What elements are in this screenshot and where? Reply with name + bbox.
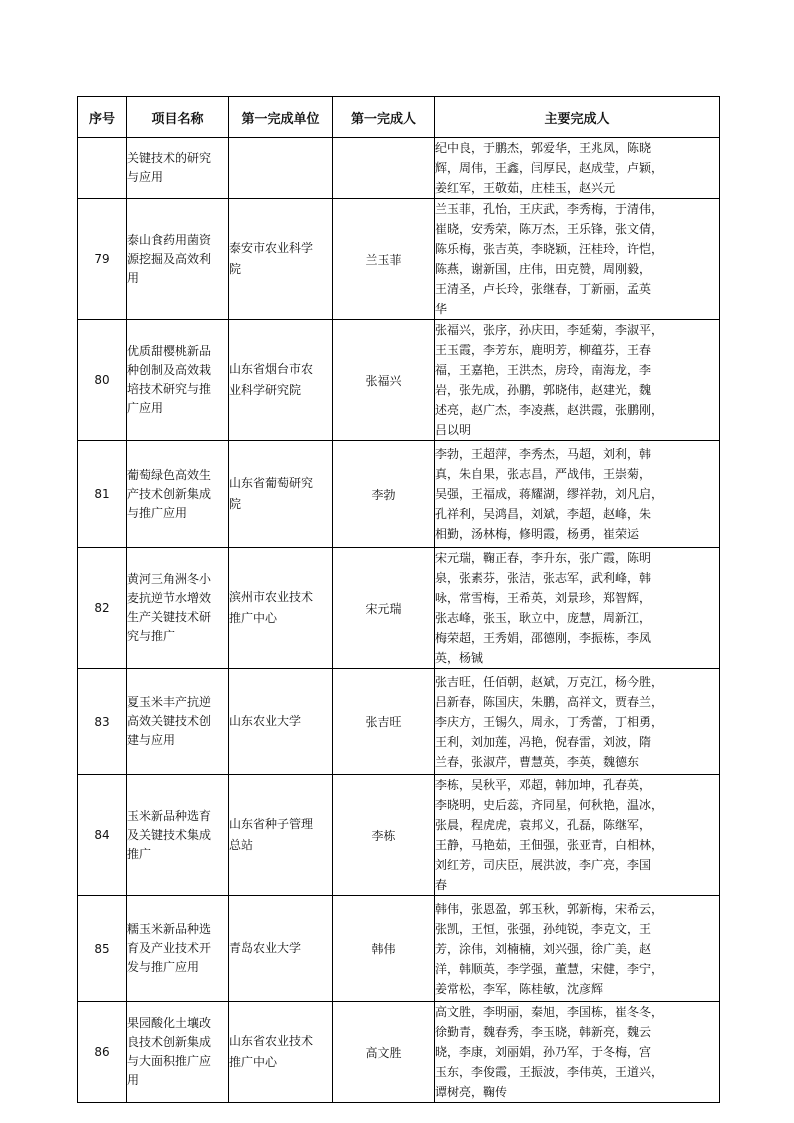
main-completers: 兰玉菲，孔怡，王庆武，李秀梅，于清伟， 崔晓，安秀荣，陈万杰，王乐锋，张文倩， 陈乐梅，张吉英，李晓颖，汪桂玲，许恺， 陈燕，谢新国，庄伟，田克赞，周刚毅， 王清圣，卢长玲，张继春，丁新丽，孟英 华 <box>435 199 720 320</box>
table-row <box>78 320 720 441</box>
first-completer: 高文胜 <box>333 1002 435 1103</box>
main-completers: 李栋，吴秋平，邓超，韩加坤，孔春英， 李晓明，史后蕊，齐同星，何秋艳，温冰， 张晨，程虎虎，袁邦义，孔磊，陈继军， 王静，马艳茹，王佃强，张亚青，白相林， 刘红芳，司庆臣，展洪波，李广亮，李国 春 <box>435 775 720 896</box>
completion-unit: 山东省葡萄研究 院 <box>229 441 333 548</box>
table-row <box>78 441 720 548</box>
first-completer: 宋元瑞 <box>333 548 435 669</box>
main-completers: 张福兴，张序，孙庆田，李延菊，李淑平， 王玉霞，李芳东，鹿明芳，柳蕴芬，王春 福，王嘉艳，王洪杰，房玲，南海龙，李 岩，张先成，孙鹏，郭晓伟，赵建光，魏 述亮，赵广杰，李凌燕，赵洪霞，张鹏刚， 吕以明 <box>435 320 720 441</box>
main-completers: 韩伟，张恩盈，郭玉秋，郭新梅，宋希云， 张凯，王恒，张强，孙纯锐，李克文，王 芳，涂伟，刘楠楠，刘兴强，徐广美，赵 洋，韩顺英，李学强，董慧，宋健，李宁， 姜常松，李军，陈桂敏，沈彦辉 <box>435 896 720 1002</box>
first-completer: 张福兴 <box>333 320 435 441</box>
first-completer: 兰玉菲 <box>333 199 435 320</box>
project-name: 糯玉米新品种选 育及产业技术开 发与推广应用 <box>127 896 229 1002</box>
table-row <box>78 199 720 320</box>
row-index: 81 <box>78 441 127 548</box>
completion-unit: 青岛农业大学 <box>229 896 333 1002</box>
main-completers: 高文胜，李明丽，秦旭，李国栋，崔冬冬， 徐勤青，魏春秀，李玉晓，韩新亮，魏云 晓，李康，刘丽娟，孙乃军，于冬梅，宫 玉东，李俊霞，王振波，李伟英，王道兴， 谭树亮，鞠传 <box>435 1002 720 1103</box>
first-completer: 张吉旺 <box>333 669 435 775</box>
completion-unit: 山东省农业技术 推广中心 <box>229 1002 333 1103</box>
main-completers: 纪中良，于鹏杰，郭爱华，王兆凤，陈晓 辉，周伟，王鑫，闫厚民，赵成莹，卢颖， 姜红军，王敬茹，庄桂玉，赵兴元 <box>435 138 720 199</box>
table-row <box>78 669 720 775</box>
project-name: 优质甜樱桃新品 种创制及高效栽 培技术研究与推 广应用 <box>127 320 229 441</box>
first-completer: 韩伟 <box>333 896 435 1002</box>
main-completers: 李勃，王超萍，李秀杰，马超，刘利，韩 真，朱自果，张志昌，严战伟，王崇菊， 吴强，王福成，蒋耀湖，缪祥勃，刘凡启， 孔祥利，吴鸿昌，刘斌，李超，赵峰，朱 相勤，汤林梅，修明霞，杨勇，崔荣运 <box>435 441 720 548</box>
row-index: 85 <box>78 896 127 1002</box>
row-index: 80 <box>78 320 127 441</box>
main-completers: 张吉旺，任佰朝，赵斌，万克江，杨今胜， 吕新春，陈国庆，朱鹏，高祥文，贾春兰， 李庆方，王锡久，周永，丁秀蕾，丁相勇， 王利，刘加莲，冯艳，倪春雷，刘波，隋 兰春，张淑芹，曹慧英，李英，魏德东 <box>435 669 720 775</box>
row-index <box>78 138 127 199</box>
project-name: 夏玉米丰产抗逆 高效关键技术创 建与应用 <box>127 669 229 775</box>
row-index: 79 <box>78 199 127 320</box>
table-row <box>78 548 720 669</box>
project-name: 果园酸化土壤改 良技术创新集成 与大面积推广应 用 <box>127 1002 229 1103</box>
row-index: 83 <box>78 669 127 775</box>
row-index: 86 <box>78 1002 127 1103</box>
header-row <box>78 97 720 138</box>
completion-unit: 泰安市农业科学 院 <box>229 199 333 320</box>
header-index: 序号 <box>78 97 127 138</box>
completion-unit: 山东省种子管理 总站 <box>229 775 333 896</box>
first-completer: 李勃 <box>333 441 435 548</box>
first-completer: 李栋 <box>333 775 435 896</box>
project-name: 葡萄绿色高效生 产技术创新集成 与推广应用 <box>127 441 229 548</box>
header-project: 项目名称 <box>127 97 229 138</box>
completion-unit: 山东农业大学 <box>229 669 333 775</box>
first-completer <box>333 138 435 199</box>
table-row <box>78 1002 720 1103</box>
completion-unit <box>229 138 333 199</box>
header-unit: 第一完成单位 <box>229 97 333 138</box>
completion-unit: 滨州市农业技术 推广中心 <box>229 548 333 669</box>
header-members: 主要完成人 <box>435 97 720 138</box>
main-completers: 宋元瑞，鞠正春，李升东，张广霞，陈明 泉，张素芬，张洁，张志军，武利峰，韩 咏，常雪梅，王希英，刘景珍，郑智辉， 张志峰，张玉，耿立中，庞慧，周新江， 梅荣超，王秀娟，邵德刚，李振栋，李凤 英，杨铖 <box>435 548 720 669</box>
table-row <box>78 896 720 1002</box>
row-index: 84 <box>78 775 127 896</box>
completion-unit: 山东省烟台市农 业科学研究院 <box>229 320 333 441</box>
table-row <box>78 138 720 199</box>
project-name: 泰山食药用菌资 源挖掘及高效利 用 <box>127 199 229 320</box>
header-person: 第一完成人 <box>333 97 435 138</box>
awards-table <box>77 96 720 1103</box>
project-name: 关键技术的研究 与应用 <box>127 138 229 199</box>
table-row <box>78 775 720 896</box>
project-name: 黄河三角洲冬小 麦抗逆节水增效 生产关键技术研 究与推广 <box>127 548 229 669</box>
project-name: 玉米新品种选育 及关键技术集成 推广 <box>127 775 229 896</box>
row-index: 82 <box>78 548 127 669</box>
